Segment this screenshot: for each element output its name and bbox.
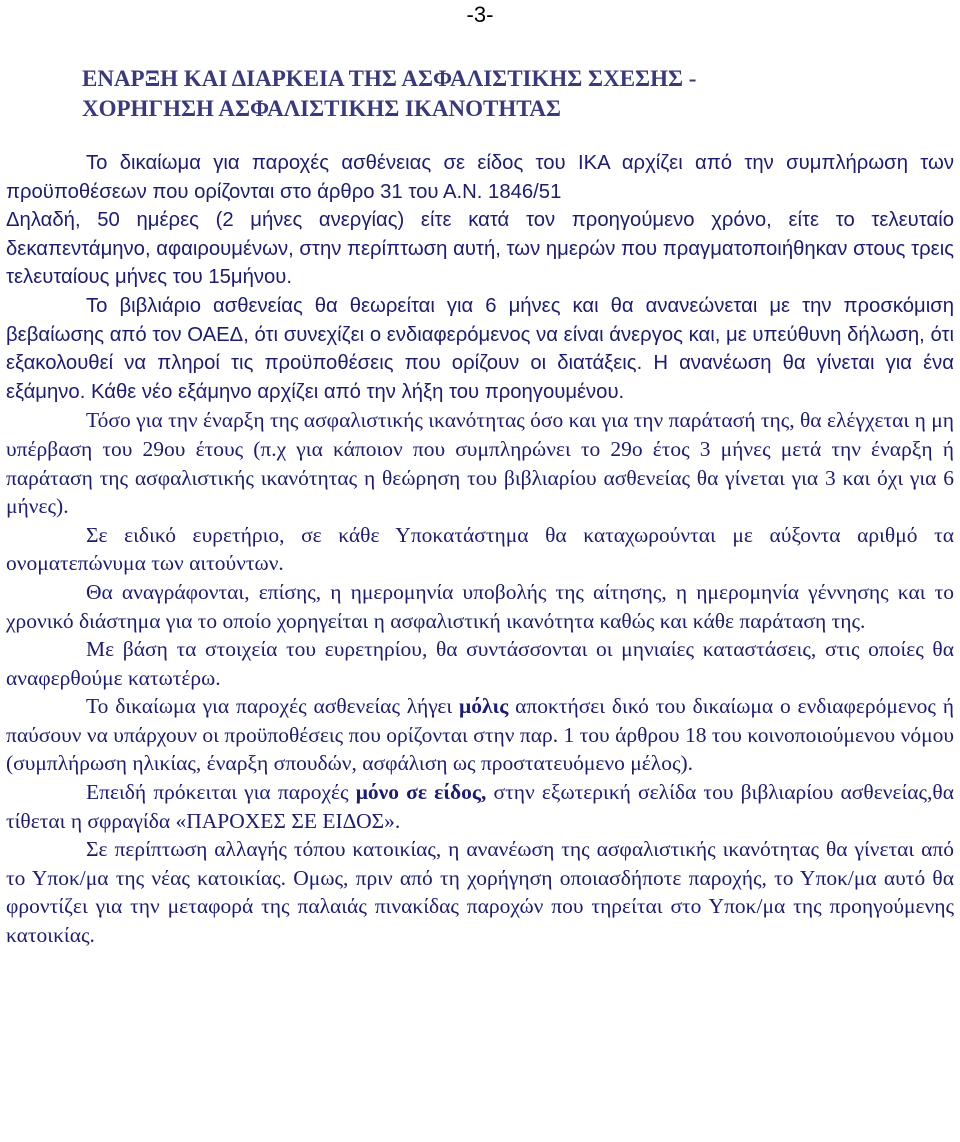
document-body	[6, 149, 954, 950]
paragraph-stamp-part-1: Επειδή πρόκειται για παροχές	[86, 780, 356, 805]
paragraph-days-requirement: Δηλαδή, 50 ημέρες (2 μήνες ανεργίας) είτε κατά τον προηγούμενο χρόνο, είτε το τελευταίο δεκαπεντάμηνο, αφαιρουμένων, στην περίπτωση αυτή, των ημερών που πραγματοποιήθηκαν στους τρεις τελευταίους μήνες του 15μήνου.	[6, 209, 954, 289]
paragraph-stamp-emphasis: μόνο σε είδος,	[355, 780, 487, 805]
paragraph-right-expiry-part-2: αποκτήσει δικό του δικαίωμα ο ενδιαφερόμενος ή παύσουν να υπάρχουν οι προϋποθέσεις που ορίζονται στην παρ. 1 του άρθρου 18 του κοινοποιούμενου νόμου (συμπλήρωση ηλικίας, έναρξη σπουδών, ασφάλιση ως προστατευόμενο μέλος).	[6, 694, 955, 776]
paragraph-stamp-part-2: στην εξωτερική σελίδα του βιβλιαρίου ασθενείας,θα τίθεται η σφραγίδα «ΠΑΡΟΧΕΣ ΣΕ ΕΙΔΟΣ».	[6, 780, 954, 833]
section-heading	[82, 64, 942, 124]
section-heading-line-1: ΕΝΑΡΞΗ ΚΑΙ ΔΙΑΡΚΕΙΑ ΤΗΣ ΑΣΦΑΛΙΣΤΙΚΗΣ ΣΧΕΣΗΣ -	[82, 66, 697, 91]
paragraph-stamp	[6, 778, 954, 835]
page-number: -3-	[466, 2, 494, 27]
paragraph-residence-change: Σε περίπτωση αλλαγής τόπου κατοικίας, η ανανέωση της ασφαλιστικής ικανότητας θα γίνεται από το Υποκ/μα της νέας κατοικίας. Ομως, πριν από τη χορήγηση οποιασδήποτε παροχής, το Υποκ/μα αυτό θα φροντίζει για την μεταφορά της παλαιάς πινακίδας παροχών που τηρείται στο Υποκ/μα της προηγούμενης κατοικίας.	[6, 837, 954, 948]
paragraph-special-index: Σε ειδικό ευρετήριο, σε κάθε Υποκατάστημα θα καταχωρούνται με αύξοντα αριθμό τα ονοματεπώνυμα των αιτούντων.	[6, 522, 954, 576]
paragraph-recorded-dates: Θα αναγράφονται, επίσης, η ημερομηνία υποβολής της αίτησης, η ημερομηνία γέννησης και το χρονικό διάστημα για το οποίο χορηγείται η ασφαλιστική ικανότητα καθώς και κάθε παράταση της.	[6, 579, 954, 633]
paragraph-eligibility: Το δικαίωμα για παροχές ασθένειας σε είδος του ΙΚΑ αρχίζει από την συμπλήρωση των προϋποθέσεων που ορίζονται στο άρθρο 31 του Α.Ν. 1846/51	[6, 152, 954, 203]
paragraph-right-expiry	[6, 692, 954, 778]
paragraph-right-expiry-emphasis: μόλις	[459, 694, 509, 719]
paragraph-booklet-renewal: Το βιβλιάριο ασθενείας θα θεωρείται για 6 μήνες και θα ανανεώνεται με την προσκόμιση βεβαίωσης από τον ΟΑΕΔ, ότι συνεχίζει ο ενδιαφερόμενος να είναι άνεργος και, με υπεύθυνη δήλωση, ότι εξακολουθεί να πληροί τις προϋποθέσεις που ορίζουν οι διατάξεις. Η ανανέωση θα γίνεται για ένα εξάμηνο. Κάθε νέο εξάμηνο αρχίζει από την λήξη του προηγουμένου.	[6, 294, 954, 403]
paragraph-age-limit: Τόσο για την έναρξη της ασφαλιστικής ικανότητας όσο και για την παράτασή της, θα ελέγχεται η μη υπέρβαση του 29ου έτους (π.χ για κάποιον που συμπληρώνει το 29ο έτος 3 μήνες μετά την έναρξη ή παράταση της ασφαλιστικής ικανότητας η θεώρηση του βιβλιαρίου ασθενείας θα γίνεται για 3 και όχι για 6 μήνες).	[6, 408, 954, 519]
paragraph-right-expiry-part-1: Το δικαίωμα για παροχές ασθενείας λήγει	[86, 694, 460, 719]
section-heading-line-2: ΧΟΡΗΓΗΣΗ ΑΣΦΑΛΙΣΤΙΚΗΣ ΙΚΑΝΟΤΗΤΑΣ	[82, 96, 561, 121]
paragraph-monthly-reports: Με βάση τα στοιχεία του ευρετηρίου, θα συντάσσονται οι μηνιαίες καταστάσεις, στις οποίες θα αναφερθούμε κατωτέρω.	[6, 637, 954, 690]
